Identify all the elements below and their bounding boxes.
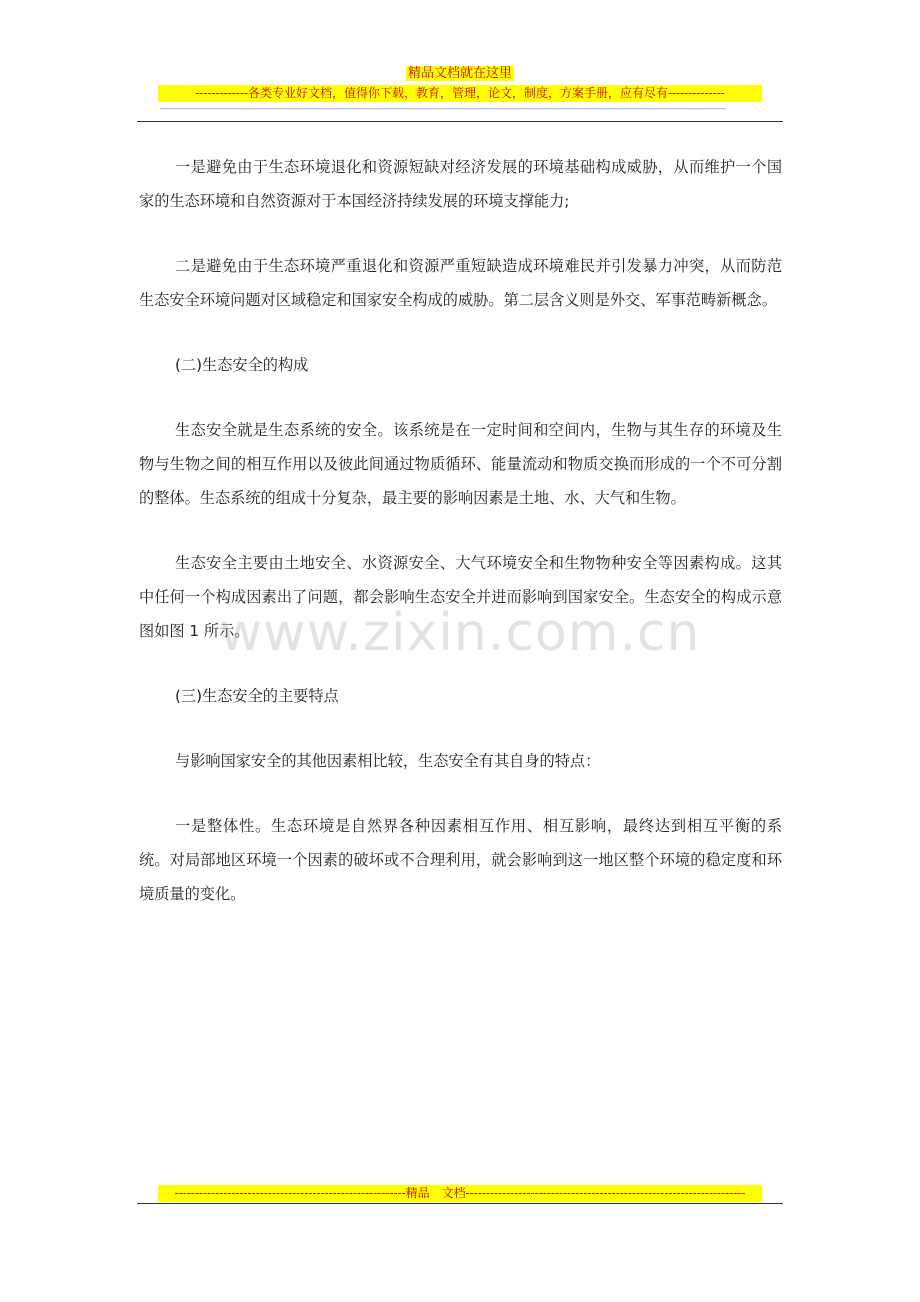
header-rule [137, 121, 783, 122]
header-dash-line: -------------------------------------------------------------------------------------------------------------------------------------------------------------------------------------------------------------- [160, 104, 726, 114]
header-title [0, 66, 920, 82]
paragraph-6: 一是整体性。生态环境是自然界各种因素相互作用、相互影响，最终达到相互平衡的系统。对局部地区环境一个因素的破坏或不合理利用，就会影响到这一地区整个环境的稳定度和环境质量的变化。 [139, 817, 782, 903]
document-body [139, 150, 782, 942]
footer-rule [137, 1203, 783, 1204]
section-heading-2: (二)生态安全的构成 [175, 356, 309, 374]
paragraph-5: 与影响国家安全的其他因素相比较，生态安全有其自身的特点： [175, 752, 601, 770]
footer-banner: ---------------------------------------------------------精品 文档--------------------------------------------------------------------- [158, 1185, 762, 1202]
header-subtitle: -------------各类专业好文档，值得你下载，教育，管理，论文，制度，方案手册，应有尽有-------------- [158, 85, 762, 102]
paragraph-1: 一是避免由于生态环境退化和资源短缺对经济发展的环境基础构成威胁，从而维护一个国家的生态环境和自然资源对于本国经济持续发展的环境支撑能力; [139, 158, 782, 210]
section-heading-3: (三)生态安全的主要特点 [175, 687, 339, 705]
header-title-text: 精品文档就在这里 [407, 66, 512, 81]
paragraph-2: 二是避免由于生态环境严重退化和资源严重短缺造成环境难民并引发暴力冲突，从而防范生态安全环境问题对区域稳定和国家安全构成的威胁。第二层含义则是外交、军事范畴新概念。 [139, 257, 782, 309]
paragraph-3: 生态安全就是生态系统的安全。该系统是在一定时间和空间内，生物与其生存的环境及生物与生物之间的相互作用以及彼此间通过物质循环、能量流动和物质交换而形成的一个不可分割的整体。生态系统的组成十分复杂，最主要的影响因素是土地、水、大气和生物。 [139, 421, 782, 507]
watermark: www.zixin.com.cn [219, 603, 701, 663]
paragraph-4: 生态安全主要由土地安全、水资源安全、大气环境安全和生物物种安全等因素构成。这其中任何一个构成因素出了问题，都会影响生态安全并进而影响到国家安全。生态安全的构成示意图如图 1 所示。 [139, 554, 782, 640]
